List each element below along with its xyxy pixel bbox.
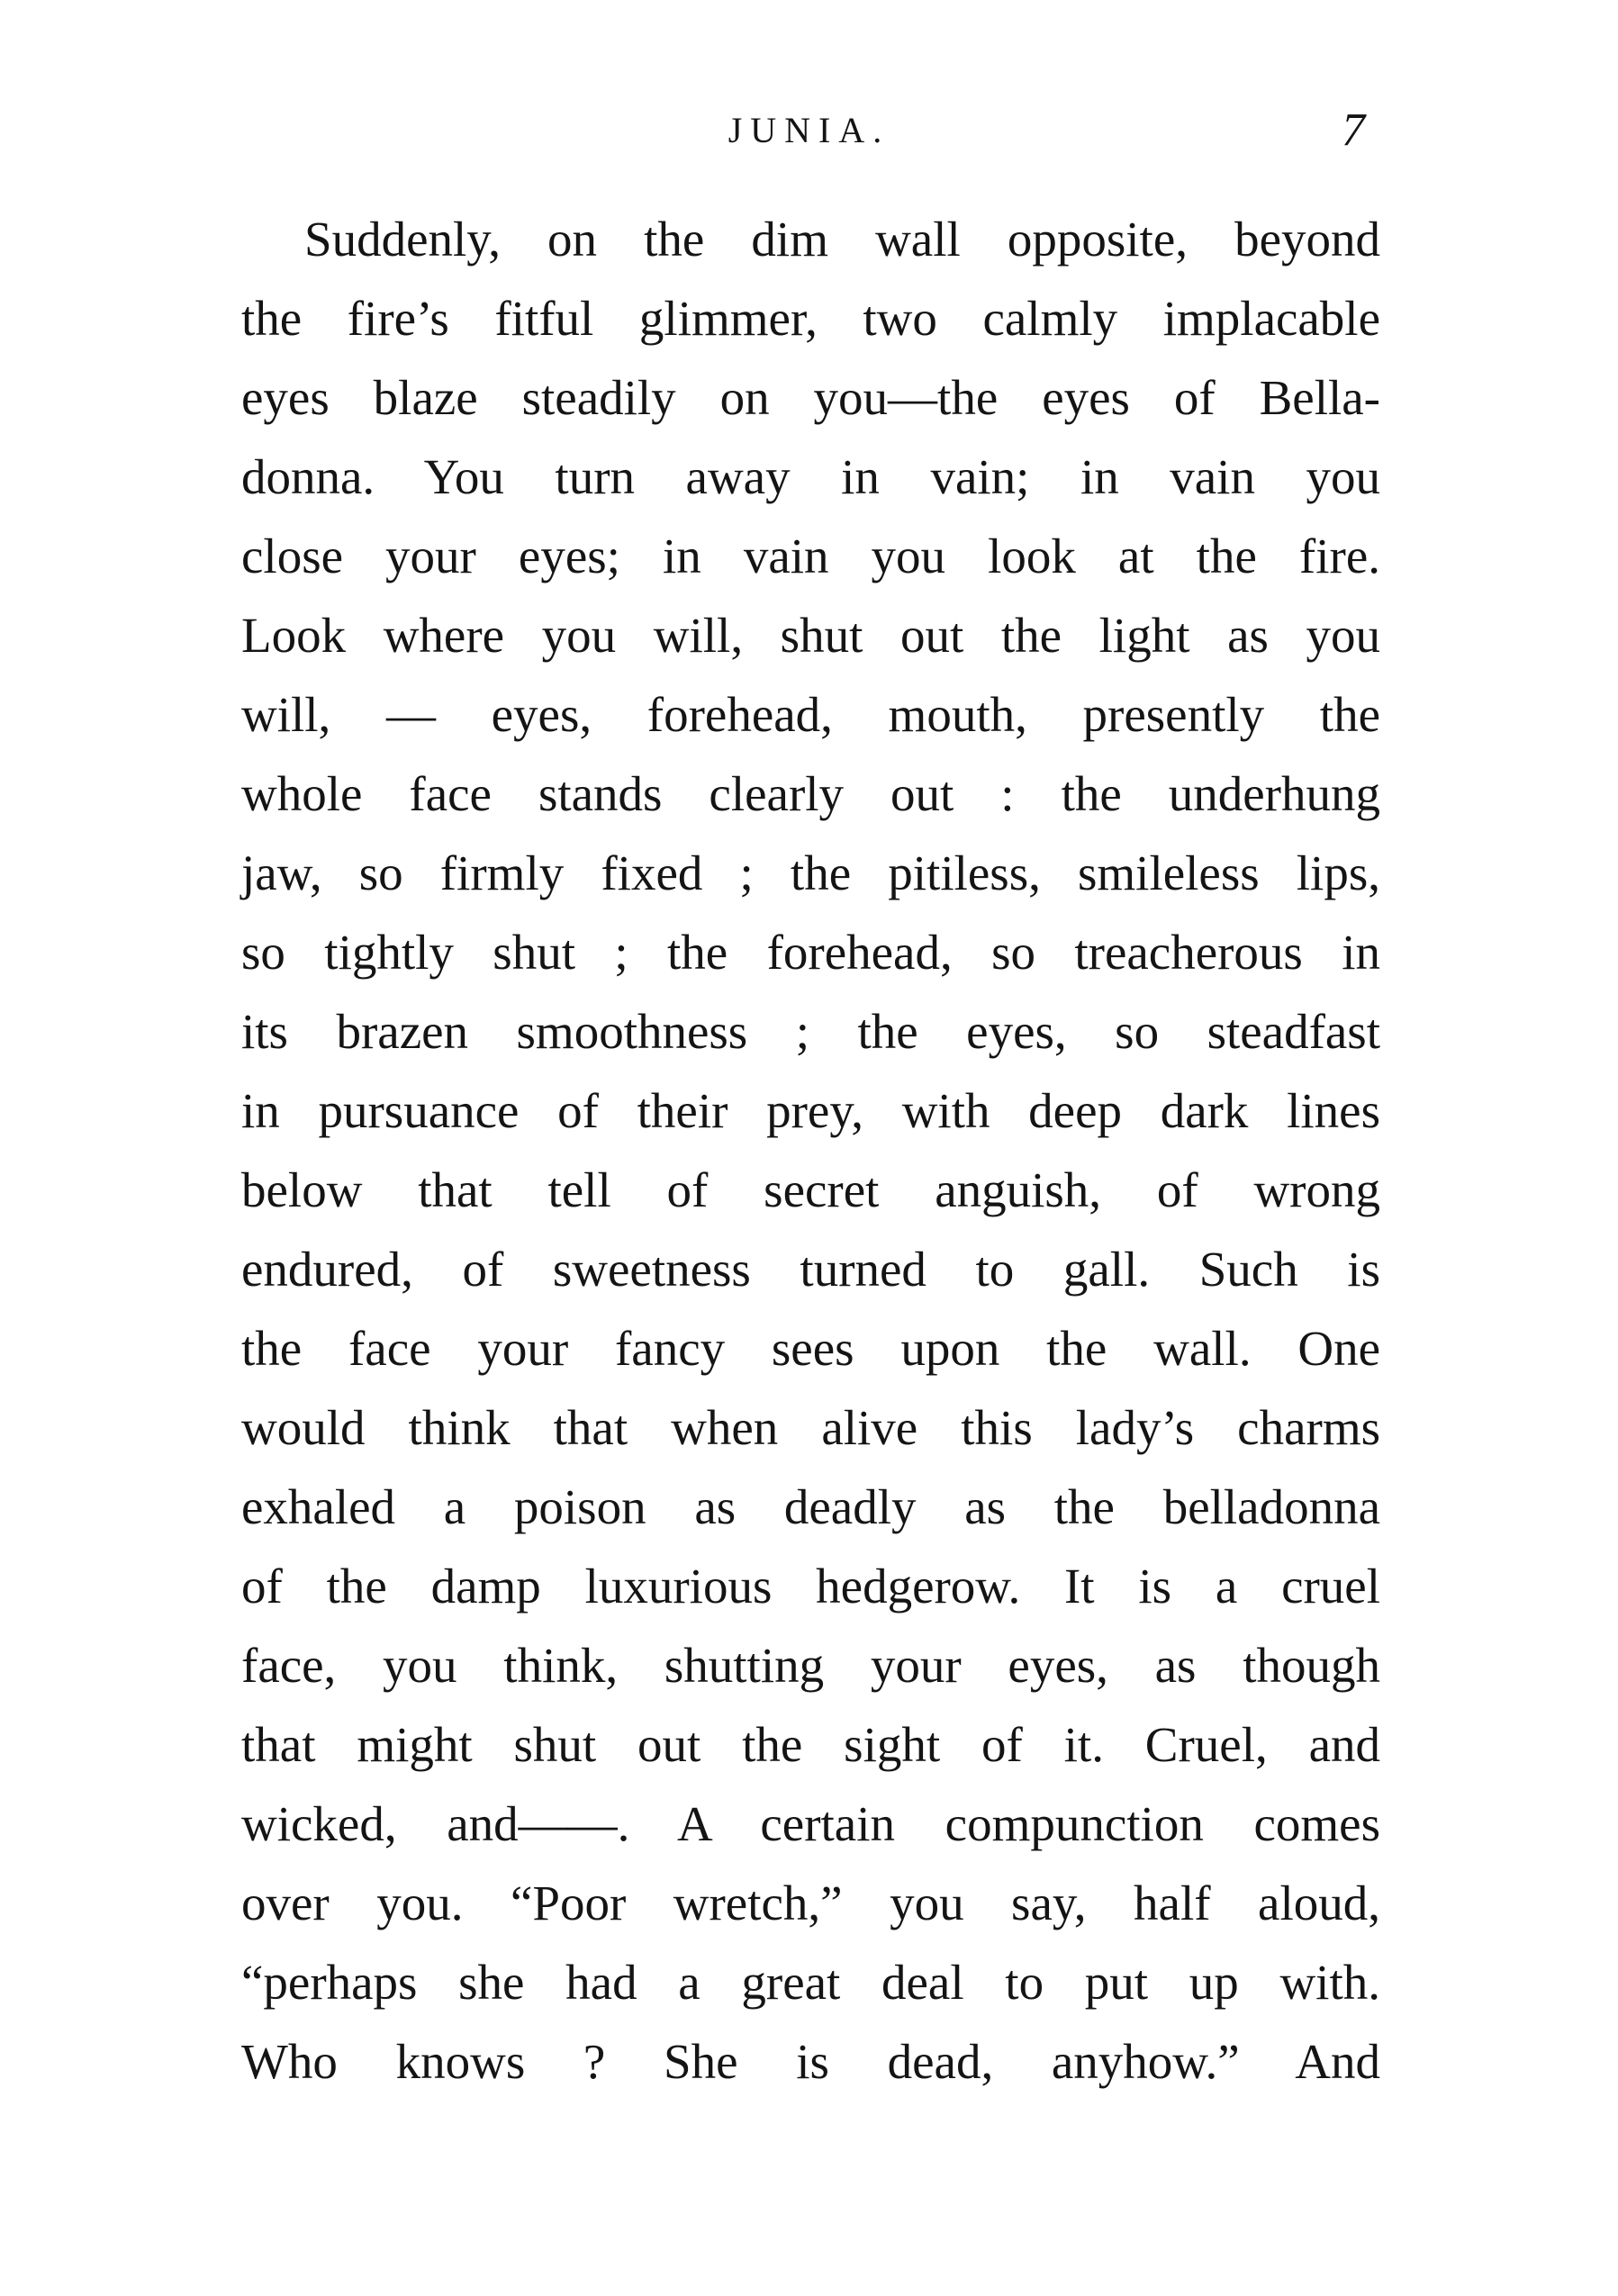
- text-line: eyes blaze steadily on you—the eyes of Bella-: [241, 370, 1380, 425]
- text-line: jaw, so firmly fixed ; the pitiless, smileless lips,: [241, 845, 1380, 900]
- running-title: JUNIA.: [728, 110, 890, 150]
- text-line: wicked, and——. A certain compunction comes: [241, 1796, 1380, 1851]
- text-line: below that tell of secret anguish, of wrong: [241, 1162, 1380, 1217]
- text-line: would think that when alive this lady’s charms: [241, 1400, 1380, 1455]
- text-line: face, you think, shutting your eyes, as though: [241, 1638, 1380, 1693]
- text-line: donna. You turn away in vain; in vain you: [241, 449, 1380, 504]
- text-line: that might shut out the sight of it. Cruel, and: [241, 1717, 1380, 1772]
- text-line: endured, of sweetness turned to gall. Such is: [241, 1242, 1380, 1297]
- text-line: Suddenly, on the dim wall opposite, beyond: [304, 212, 1380, 267]
- text-line: of the damp luxurious hedgerow. It is a cruel: [241, 1559, 1380, 1614]
- text-line: Who knows ? She is dead, anyhow.” And: [241, 2034, 1380, 2089]
- text-line: whole face stands clearly out : the underhung: [241, 766, 1380, 821]
- text-line: exhaled a poison as deadly as the belladonna: [241, 1479, 1380, 1534]
- text-line: so tightly shut ; the forehead, so treacherous in: [241, 925, 1380, 980]
- text-line: Look where you will, shut out the light as you: [241, 608, 1380, 663]
- text-line: will, — eyes, forehead, mouth, presently the: [241, 687, 1380, 742]
- text-line: “perhaps she had a great deal to put up with.: [241, 1955, 1380, 2010]
- text-line: close your eyes; in vain you look at the fire.: [241, 529, 1380, 583]
- text-line: the fire’s fitful glimmer, two calmly implacable: [241, 291, 1380, 346]
- text-line: the face your fancy sees upon the wall. One: [241, 1321, 1380, 1376]
- running-head: [0, 104, 1618, 158]
- page-number: 7: [1342, 104, 1365, 156]
- body-text: [241, 200, 1380, 2102]
- text-line: over you. “Poor wretch,” you say, half aloud,: [241, 1876, 1380, 1930]
- text-line: its brazen smoothness ; the eyes, so steadfast: [241, 1004, 1380, 1059]
- text-line: in pursuance of their prey, with deep dark lines: [241, 1083, 1380, 1138]
